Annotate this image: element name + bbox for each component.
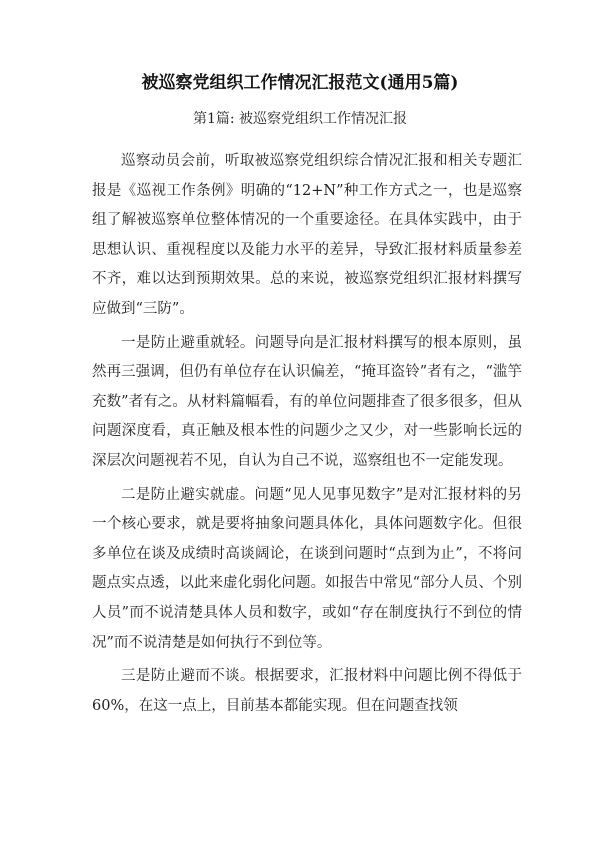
body-paragraph: 一是防止避重就轻。问题导向是汇报材料撰写的根本原则，虽然再三强调，但仍有单位存在认识偏差，“掩耳盗铃”者有之，“滥竽充数”者有之。从材料篇幅看，有的单位问题排查了很多很多，但从问题深度看，真正触及根本性的问题少之又少，对一些影响长远的深层次问题视若不见，自认为自己不说，巡察组也不一定能发现。: [92, 334, 522, 469]
body-paragraph: 巡察动员会前，听取被巡察党组织综合情况汇报和相关专题汇报是《巡视工作条例》明确的“12+N”种工作方式之一，也是巡察组了解被巡察单位整体情况的一个重要途径。在具体实践中，由于思想认识、重视程度以及能力水平的差异，导致汇报材料质量参差不齐，难以达到预期效果。总的来说，被巡察党组织汇报材料撰写应做到“三防”。: [92, 153, 522, 317]
document-subtitle: 第1篇: 被巡察党组织工作情况汇报: [192, 111, 408, 127]
body-paragraph: 三是防止避而不谈。根据要求，汇报材料中问题比例不得低于 60%，在这一点上，目前基本都能实现。但在问题查找领: [92, 668, 522, 714]
document-body: [92, 147, 522, 721]
body-paragraph: 二是防止避实就虚。问题“见人见事见数字”是对汇报材料的另一个核心要求，就是要将抽象问题具体化，具体问题数字化。但很多单位在谈及成绩时高谈阔论，在谈到问题时“点到为止”，不将问题点实点透，以此来虚化弱化问题。如报告中常见“部分人员、个别人员”而不说清楚具体人员和数字，或如“存在制度执行不到位的情况”而不说清楚是如何执行不到位等。: [92, 486, 522, 651]
document-title: 被巡察党组织工作情况汇报范文(通用5篇): [141, 73, 459, 93]
